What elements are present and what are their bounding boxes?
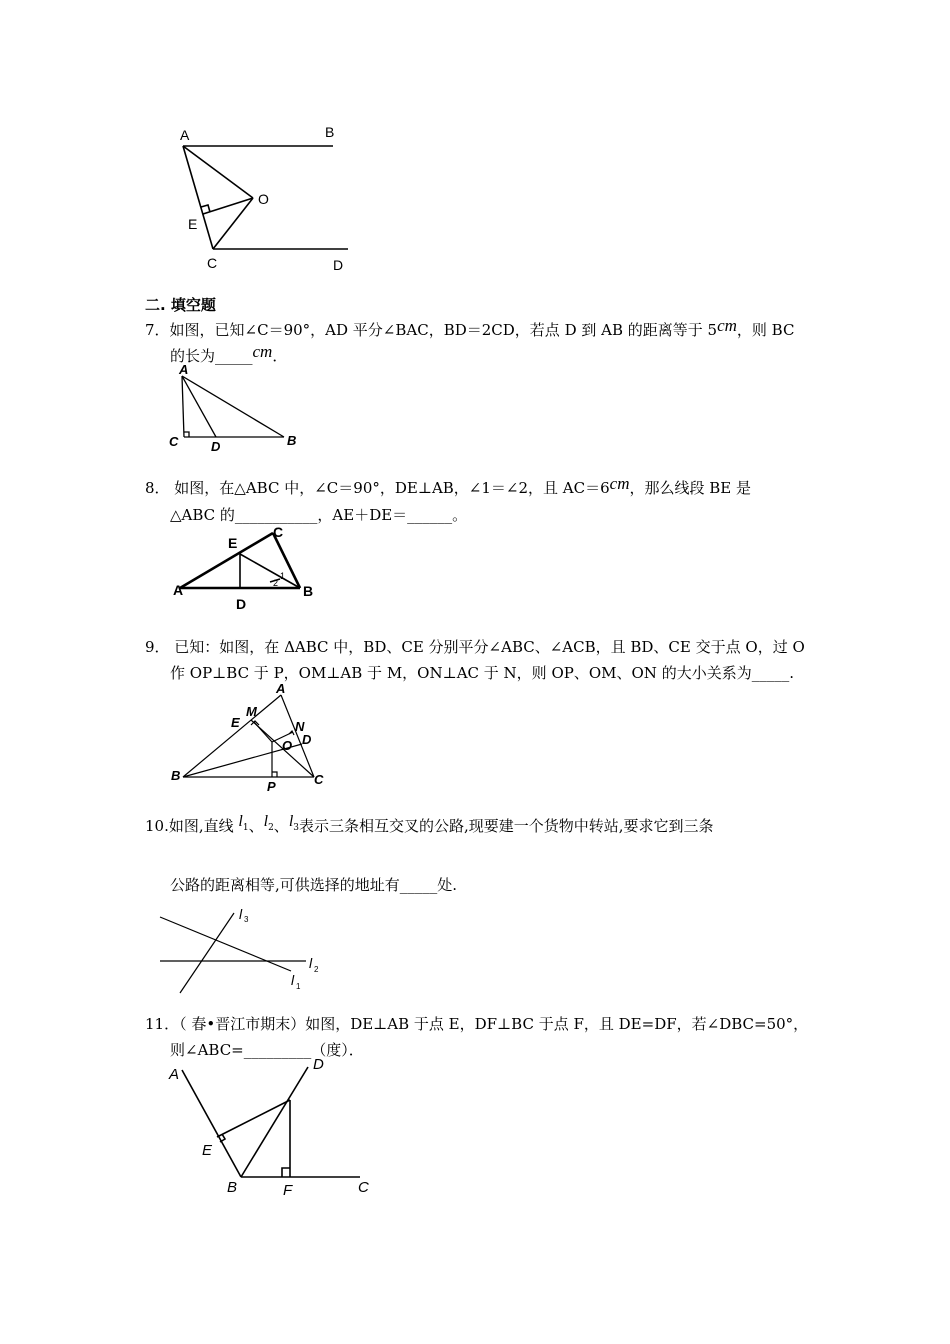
label-o: O: [258, 191, 269, 207]
label-e: E: [228, 535, 238, 551]
q7-unit-2: cm: [252, 342, 273, 361]
label-b: B: [303, 583, 314, 599]
label-f: F: [283, 1182, 293, 1199]
label-m: M: [246, 704, 257, 719]
figure-q10: [158, 905, 333, 995]
q10-text-b: 表示三条相互交叉的公路,现要建一个货物中转站,要求它到三条: [299, 817, 714, 835]
q7-line1: [145, 316, 795, 340]
label-e: E: [188, 216, 198, 232]
label-n: N: [295, 719, 305, 734]
label-l2-sub: 2: [314, 965, 319, 974]
label-angle-2: 2: [273, 578, 279, 588]
label-o: O: [282, 738, 293, 753]
q10-line2: 公路的距离相等,可供选择的地址有_____处.: [170, 876, 458, 894]
q8-text-a: 8． 如图，在△ABC 中，∠C＝90°，DE⊥AB，∠1＝∠2，且 AC＝6: [145, 479, 610, 497]
label-c: C: [207, 255, 218, 271]
q10-l3: l: [288, 813, 294, 830]
label-l3: l: [239, 906, 243, 922]
figure-q9: [168, 680, 338, 795]
q10-l1: l: [238, 813, 243, 830]
q10-l3-sub: 3: [293, 823, 299, 833]
label-l1: l: [291, 972, 295, 988]
q7-text-c: 的长为_____: [170, 347, 253, 365]
q8-text-b: ，那么线段 BE 是: [629, 479, 751, 497]
q10-l1-sub: 1: [242, 823, 249, 833]
q7-text-d: ．: [272, 347, 288, 365]
q10-sep2: 、: [273, 817, 289, 835]
q11-line1: 11．（ 春•晋江市期末）如图，DE⊥AB 于点 E，DF⊥BC 于点 F，且 DE=DF，若∠DBC=50°，: [145, 1015, 809, 1033]
label-a: A: [179, 362, 189, 377]
figure-q6: [170, 120, 370, 280]
label-a: A: [169, 1066, 180, 1083]
label-d: D: [333, 257, 344, 273]
label-b: B: [171, 768, 181, 783]
label-b: B: [325, 124, 335, 140]
label-a: A: [180, 127, 190, 143]
q8-line2: △ABC 的___________，AE＋DE＝______。: [170, 506, 468, 524]
q8-line1: [145, 474, 751, 498]
label-d: D: [302, 732, 312, 747]
label-l1-sub: 1: [296, 982, 301, 991]
label-a: A: [276, 681, 286, 696]
label-c: C: [169, 434, 179, 449]
q10-l2-sub: 2: [268, 823, 274, 833]
q7-text-b: ，则 BC: [736, 321, 795, 339]
label-b: B: [287, 433, 297, 448]
q11-line2: 则∠ABC=_________（度）．: [170, 1041, 364, 1059]
label-c: C: [314, 772, 324, 787]
q8-unit: cm: [609, 474, 630, 493]
figure-q8: [170, 522, 325, 614]
label-d: D: [236, 596, 247, 612]
label-b: B: [227, 1179, 238, 1196]
q9-line1: 9． 已知：如图，在 ΔABC 中，BD、CE 分别平分∠ABC、∠ACB，且 BD、CE 交于点 O，过 O: [145, 638, 805, 656]
q10-text-a: 10.如图,直线: [145, 817, 234, 835]
label-a: A: [173, 582, 184, 598]
label-l3-sub: 3: [244, 915, 249, 924]
label-c: C: [273, 524, 284, 540]
q9-line2: 作 OP⊥BC 于 P，OM⊥AB 于 M，ON⊥AC 于 N，则 OP、OM、ON 的大小关系为_____.: [170, 664, 794, 682]
q10-l2: l: [263, 813, 269, 830]
label-e: E: [231, 715, 240, 730]
label-l2: l: [309, 955, 313, 971]
q10-sep1: 、: [248, 817, 264, 835]
q10-line1: [145, 813, 714, 843]
figure-q11: [165, 1055, 385, 1200]
label-d: D: [211, 439, 221, 454]
q7-unit: cm: [717, 316, 737, 335]
label-c: C: [358, 1179, 369, 1196]
figure-q7: [165, 362, 315, 457]
q7-text-a: 7．如图，已知∠C＝90°，AD 平分∠BAC，BD＝2CD，若点 D 到 AB 的距离等于 5: [145, 321, 718, 339]
label-d: D: [313, 1056, 324, 1073]
label-e: E: [202, 1142, 213, 1159]
label-angle-1: 1: [280, 571, 286, 581]
section-title: 二. 填空题: [145, 296, 216, 314]
label-p: P: [267, 779, 276, 794]
